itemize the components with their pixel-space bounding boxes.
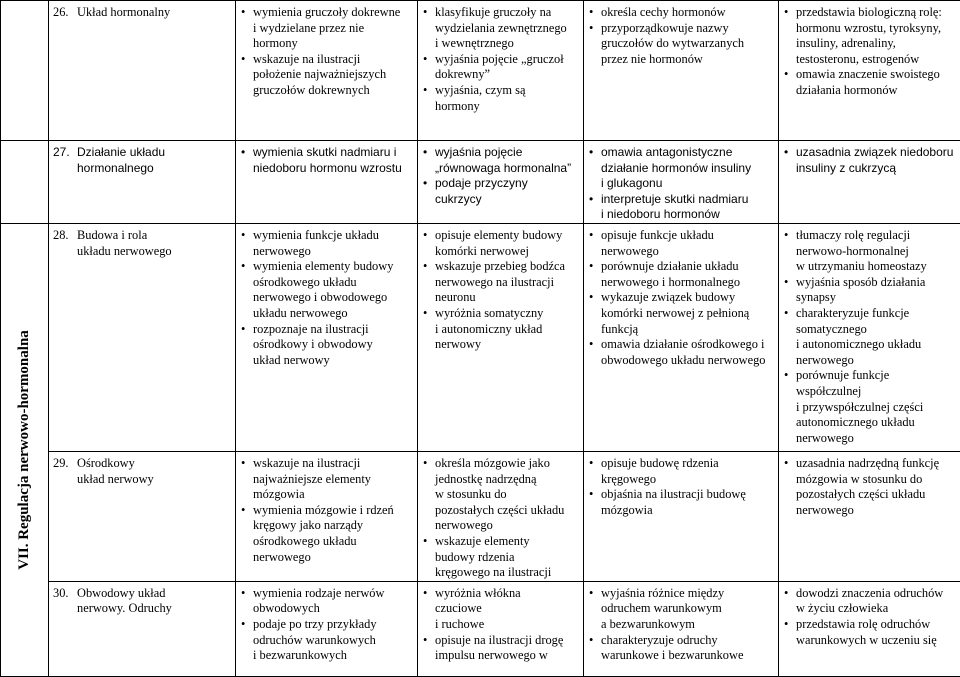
requirement-item xyxy=(423,586,578,633)
requirements-complete-cell xyxy=(779,451,960,581)
text-line: • wymienia elementy budowy xyxy=(253,259,412,275)
text-line: gruczołów dokrewnych xyxy=(253,83,412,99)
requirement-list xyxy=(784,228,955,446)
requirement-item xyxy=(589,586,773,633)
text-line: • charakteryzuje odruchy xyxy=(601,633,773,649)
requirements-basic-cell xyxy=(236,581,418,676)
text-line: • dowodzi znaczenia odruchów xyxy=(796,586,955,602)
text-line: warunkowych w uczeniu się xyxy=(796,633,955,649)
requirement-list xyxy=(423,145,578,207)
text-line: pozostałych części układu xyxy=(435,503,578,519)
text-line: • wykazuje związek budowy xyxy=(601,290,773,306)
text-line: • porównuje funkcje xyxy=(796,368,955,384)
text-line: funkcją xyxy=(601,322,773,338)
requirement-item xyxy=(241,456,412,503)
requirement-list xyxy=(589,228,773,368)
lesson-number: 30. xyxy=(53,586,77,617)
requirement-item xyxy=(784,275,955,306)
requirement-item xyxy=(784,368,955,446)
text-line: i bezwarunkowych xyxy=(253,648,412,664)
table-row xyxy=(1,451,960,581)
topic-cell xyxy=(49,141,236,224)
text-line: • omawia znaczenie swoistego xyxy=(796,67,955,83)
text-line: • podaje przyczyny xyxy=(435,176,578,192)
requirements-basic-cell xyxy=(236,451,418,581)
text-line: kręgowy jako narządy xyxy=(253,518,412,534)
text-line: nerwowego xyxy=(796,353,955,369)
text-line: • opisuje elementy budowy xyxy=(435,228,578,244)
text-line: • wyjaśnia różnice między xyxy=(601,586,773,602)
requirement-item xyxy=(784,456,955,518)
requirement-item xyxy=(784,5,955,67)
table-row xyxy=(1,141,960,224)
text-line: somatycznego xyxy=(796,322,955,338)
requirement-item xyxy=(589,456,773,487)
text-line: nerwowego xyxy=(796,503,955,519)
requirement-item xyxy=(241,145,412,176)
requirements-extended-cell xyxy=(418,451,584,581)
text-line: Ośrodkowy xyxy=(77,456,154,472)
lesson-number: 28. xyxy=(53,228,77,259)
requirements-extended-cell xyxy=(418,141,584,224)
text-line: czuciowe xyxy=(435,601,578,617)
text-line: kręgowego na ilustracji xyxy=(435,565,578,581)
text-line: współczulnej xyxy=(796,384,955,400)
text-line: położenie najważniejszych xyxy=(253,67,412,83)
text-line: Obwodowy układ xyxy=(77,586,172,602)
requirement-item xyxy=(784,67,955,98)
requirement-list xyxy=(784,456,955,518)
text-line: • wymienia gruczoły dokrewne xyxy=(253,5,412,21)
lesson-number: 29. xyxy=(53,456,77,487)
requirements-complete-cell xyxy=(779,581,960,676)
text-line: obwodowych xyxy=(253,601,412,617)
requirement-item xyxy=(423,534,578,581)
text-line: • określa cechy hormonów xyxy=(601,5,773,21)
text-line: Działanie układu xyxy=(77,145,165,161)
text-line: najważniejsze elementy xyxy=(253,472,412,488)
text-line: komórki nerwowej z pełnioną xyxy=(601,306,773,322)
requirement-list xyxy=(423,456,578,581)
text-line: • wymienia rodzaje nerwów xyxy=(253,586,412,602)
requirement-item xyxy=(241,503,412,565)
requirement-list xyxy=(589,5,773,67)
text-line: hormony xyxy=(253,36,412,52)
topic-cell xyxy=(49,581,236,676)
requirements-basic-cell xyxy=(236,1,418,141)
requirement-item xyxy=(784,586,955,617)
requirement-item xyxy=(589,633,773,664)
text-line: i autonomicznego układu xyxy=(796,337,955,353)
text-line: hormonu wzrostu, tyroksyny, xyxy=(796,21,955,37)
text-line: komórki nerwowej xyxy=(435,244,578,260)
text-line: układu nerwowego xyxy=(253,306,412,322)
requirement-item xyxy=(423,306,578,353)
requirement-item xyxy=(589,5,773,21)
text-line: • wyróżnia włókna xyxy=(435,586,578,602)
text-line: • wymienia skutki nadmiaru i xyxy=(253,145,412,161)
text-line: nerwowego i obwodowego xyxy=(253,290,412,306)
text-line: i wydzielane przez nie xyxy=(253,21,412,37)
text-line: budowy rdzenia xyxy=(435,550,578,566)
text-line: warunkowe i bezwarunkowe xyxy=(601,648,773,664)
text-line: • wyjaśnia sposób działania xyxy=(796,275,955,291)
text-line: hormony xyxy=(435,99,578,115)
text-line: impulsu nerwowego w xyxy=(435,648,578,664)
text-line: układ nerwowy xyxy=(77,472,154,488)
requirement-item xyxy=(423,52,578,83)
text-line: odruchem warunkowym xyxy=(601,601,773,617)
requirement-item xyxy=(423,259,578,306)
requirements-extended-cell xyxy=(418,1,584,141)
text-line: • interpretuje skutki nadmiaru xyxy=(601,192,773,208)
requirement-item xyxy=(784,306,955,368)
text-line: • opisuje budowę rdzenia xyxy=(601,456,773,472)
text-line: dokrewny” xyxy=(435,67,578,83)
text-line: • przedstawia biologiczną rolę: xyxy=(796,5,955,21)
text-line: ośrodkowego układu xyxy=(253,275,412,291)
text-line: • wyróżnia somatyczny xyxy=(435,306,578,322)
text-line: insuliny z cukrzycą xyxy=(796,161,955,177)
text-line: przez nie hormonów xyxy=(601,52,773,68)
text-line: • wskazuje na ilustracji xyxy=(253,52,412,68)
lesson-number: 27. xyxy=(53,145,77,176)
requirement-list xyxy=(241,456,412,565)
requirement-list xyxy=(423,5,578,114)
text-line: nerwowego i hormonalnego xyxy=(601,275,773,291)
text-line: • określa mózgowie jako xyxy=(435,456,578,472)
text-line: • wyjaśnia pojęcie „gruczoł xyxy=(435,52,578,68)
requirement-list xyxy=(423,586,578,664)
table-row xyxy=(1,1,960,141)
requirement-item xyxy=(589,145,773,192)
requirement-list xyxy=(241,5,412,99)
text-line: • uzasadnia nadrzędną funkcję xyxy=(796,456,955,472)
text-line: • wskazuje na ilustracji xyxy=(253,456,412,472)
text-line: insuliny, adrenaliny, xyxy=(796,36,955,52)
requirement-item xyxy=(589,487,773,518)
text-line: • omawia antagonistyczne xyxy=(601,145,773,161)
requirements-basic-cell xyxy=(236,223,418,451)
empty-cell xyxy=(1,141,49,224)
requirement-item xyxy=(423,176,578,207)
requirements-advanced-cell xyxy=(584,141,779,224)
text-line: układu nerwowego xyxy=(77,244,172,260)
text-line: • wyjaśnia, czym są xyxy=(435,83,578,99)
text-line: działanie hormonów insuliny xyxy=(601,161,773,177)
text-line: w stosunku do xyxy=(435,487,578,503)
text-line: • objaśnia na ilustracji budowę xyxy=(601,487,773,503)
requirement-item xyxy=(423,456,578,534)
text-line: nerwowy xyxy=(435,337,578,353)
text-line: mózgowia w stosunku do xyxy=(796,472,955,488)
requirement-item xyxy=(589,290,773,337)
requirement-item xyxy=(589,337,773,368)
requirement-item xyxy=(241,228,412,259)
text-line: „równowaga hormonalna” xyxy=(435,161,578,177)
text-line: odruchów warunkowych xyxy=(253,633,412,649)
text-line: i przywspółczulnej części xyxy=(796,400,955,416)
requirements-advanced-cell xyxy=(584,451,779,581)
lesson-topic xyxy=(77,456,154,487)
text-line: i wewnętrznego xyxy=(435,36,578,52)
text-line: • wymienia funkcje układu xyxy=(253,228,412,244)
text-line: nerwowego xyxy=(435,518,578,534)
text-line: nerwowego xyxy=(601,244,773,260)
text-line: • porównuje działanie układu xyxy=(601,259,773,275)
text-line: mózgowia xyxy=(601,503,773,519)
requirement-item xyxy=(784,617,955,648)
text-line: • wyjaśnia pojęcie xyxy=(435,145,578,161)
requirements-advanced-cell xyxy=(584,223,779,451)
requirements-complete-cell xyxy=(779,223,960,451)
requirement-item xyxy=(423,145,578,176)
requirements-complete-cell xyxy=(779,1,960,141)
text-line: nerwowego xyxy=(253,550,412,566)
text-line: neuronu xyxy=(435,290,578,306)
table-row xyxy=(1,581,960,676)
text-line: autonomicznego układu xyxy=(796,415,955,431)
empty-cell xyxy=(1,1,49,141)
text-line: wydzielania zewnętrznego xyxy=(435,21,578,37)
requirement-item xyxy=(423,633,578,664)
lesson-topic xyxy=(77,586,172,617)
text-line: hormonalnego xyxy=(77,161,165,177)
requirement-list xyxy=(784,145,955,176)
text-line: nerwowo-hormonalnej xyxy=(796,244,955,260)
requirements-complete-cell xyxy=(779,141,960,224)
table-row xyxy=(1,223,960,451)
text-line: testosteronu, estrogenów xyxy=(796,52,955,68)
requirement-item xyxy=(241,259,412,321)
text-line: jednostkę nadrzędną xyxy=(435,472,578,488)
text-line: niedoboru hormonu wzrostu xyxy=(253,161,412,177)
lesson-topic xyxy=(77,145,165,176)
text-line: • opisuje funkcje układu xyxy=(601,228,773,244)
text-line: układ nerwowy xyxy=(253,353,412,369)
text-line: • przedstawia rolę odruchów xyxy=(796,617,955,633)
text-line: synapsy xyxy=(796,290,955,306)
text-line: • opisuje na ilustracji drogę xyxy=(435,633,578,649)
requirement-item xyxy=(241,5,412,52)
section-label: VII. Regulacja nerwowo-hormonalna xyxy=(17,330,33,570)
requirements-extended-cell xyxy=(418,223,584,451)
topic-cell xyxy=(49,451,236,581)
lesson-number: 26. xyxy=(53,5,77,21)
text-line: • tłumaczy rolę regulacji xyxy=(796,228,955,244)
text-line: • charakteryzuje funkcje xyxy=(796,306,955,322)
requirement-item xyxy=(589,259,773,290)
requirement-item xyxy=(241,322,412,369)
requirement-list xyxy=(784,5,955,99)
text-line: i ruchowe xyxy=(435,617,578,633)
text-line: nerwowego na ilustracji xyxy=(435,275,578,291)
lesson-topic xyxy=(77,228,172,259)
text-line: Układ hormonalny xyxy=(77,5,170,21)
requirement-list xyxy=(241,586,412,664)
text-line: gruczołów do wytwarzanych xyxy=(601,36,773,52)
requirement-item xyxy=(241,52,412,99)
text-line: w życiu człowieka xyxy=(796,601,955,617)
text-line: nerwowy. Odruchy xyxy=(77,601,172,617)
text-line: w utrzymaniu homeostazy xyxy=(796,259,955,275)
text-line: • wskazuje elementy xyxy=(435,534,578,550)
requirement-item xyxy=(784,228,955,275)
requirement-item xyxy=(241,617,412,664)
text-line: • wymienia mózgowie i rdzeń xyxy=(253,503,412,519)
requirement-item xyxy=(589,21,773,68)
requirement-item xyxy=(241,586,412,617)
text-line: i autonomiczny układ xyxy=(435,322,578,338)
text-line: ośrodkowego układu xyxy=(253,534,412,550)
requirement-item xyxy=(423,83,578,114)
requirement-list xyxy=(241,228,412,368)
text-line: obwodowego układu nerwowego xyxy=(601,353,773,369)
text-line: pozostałych części układu xyxy=(796,487,955,503)
requirements-basic-cell xyxy=(236,141,418,224)
requirement-item xyxy=(423,228,578,259)
requirement-list xyxy=(423,228,578,353)
requirement-item xyxy=(589,192,773,223)
requirement-list xyxy=(784,586,955,648)
requirement-item xyxy=(784,145,955,176)
requirement-list xyxy=(589,456,773,518)
text-line: • rozpoznaje na ilustracji xyxy=(253,322,412,338)
text-line: • przyporządkowuje nazwy xyxy=(601,21,773,37)
requirement-list xyxy=(241,145,412,176)
text-line: ośrodkowy i obwodowy xyxy=(253,337,412,353)
requirements-advanced-cell xyxy=(584,581,779,676)
topic-cell xyxy=(49,1,236,141)
requirement-item xyxy=(589,228,773,259)
requirement-list xyxy=(589,586,773,664)
text-line: Budowa i rola xyxy=(77,228,172,244)
requirements-advanced-cell xyxy=(584,1,779,141)
lesson-topic xyxy=(77,5,170,21)
text-line: • klasyfikuje gruczoły na xyxy=(435,5,578,21)
text-line: nerwowego xyxy=(796,431,955,447)
text-line: • podaje po trzy przykłady xyxy=(253,617,412,633)
text-line: mózgowia xyxy=(253,487,412,503)
requirement-list xyxy=(589,145,773,223)
text-line: • omawia działanie ośrodkowego i xyxy=(601,337,773,353)
requirement-item xyxy=(423,5,578,52)
text-line: nerwowego xyxy=(253,244,412,260)
text-line: i glukagonu xyxy=(601,176,773,192)
text-line: • uzasadnia związek niedoboru xyxy=(796,145,955,161)
requirements-extended-cell xyxy=(418,581,584,676)
text-line: działania hormonów xyxy=(796,83,955,99)
text-line: cukrzycy xyxy=(435,192,578,208)
text-line: kręgowego xyxy=(601,472,773,488)
text-line: i niedoboru hormonów xyxy=(601,207,773,223)
text-line: • wskazuje przebieg bodźca xyxy=(435,259,578,275)
section-cell xyxy=(1,223,49,676)
text-line: a bezwarunkowym xyxy=(601,617,773,633)
topic-cell xyxy=(49,223,236,451)
